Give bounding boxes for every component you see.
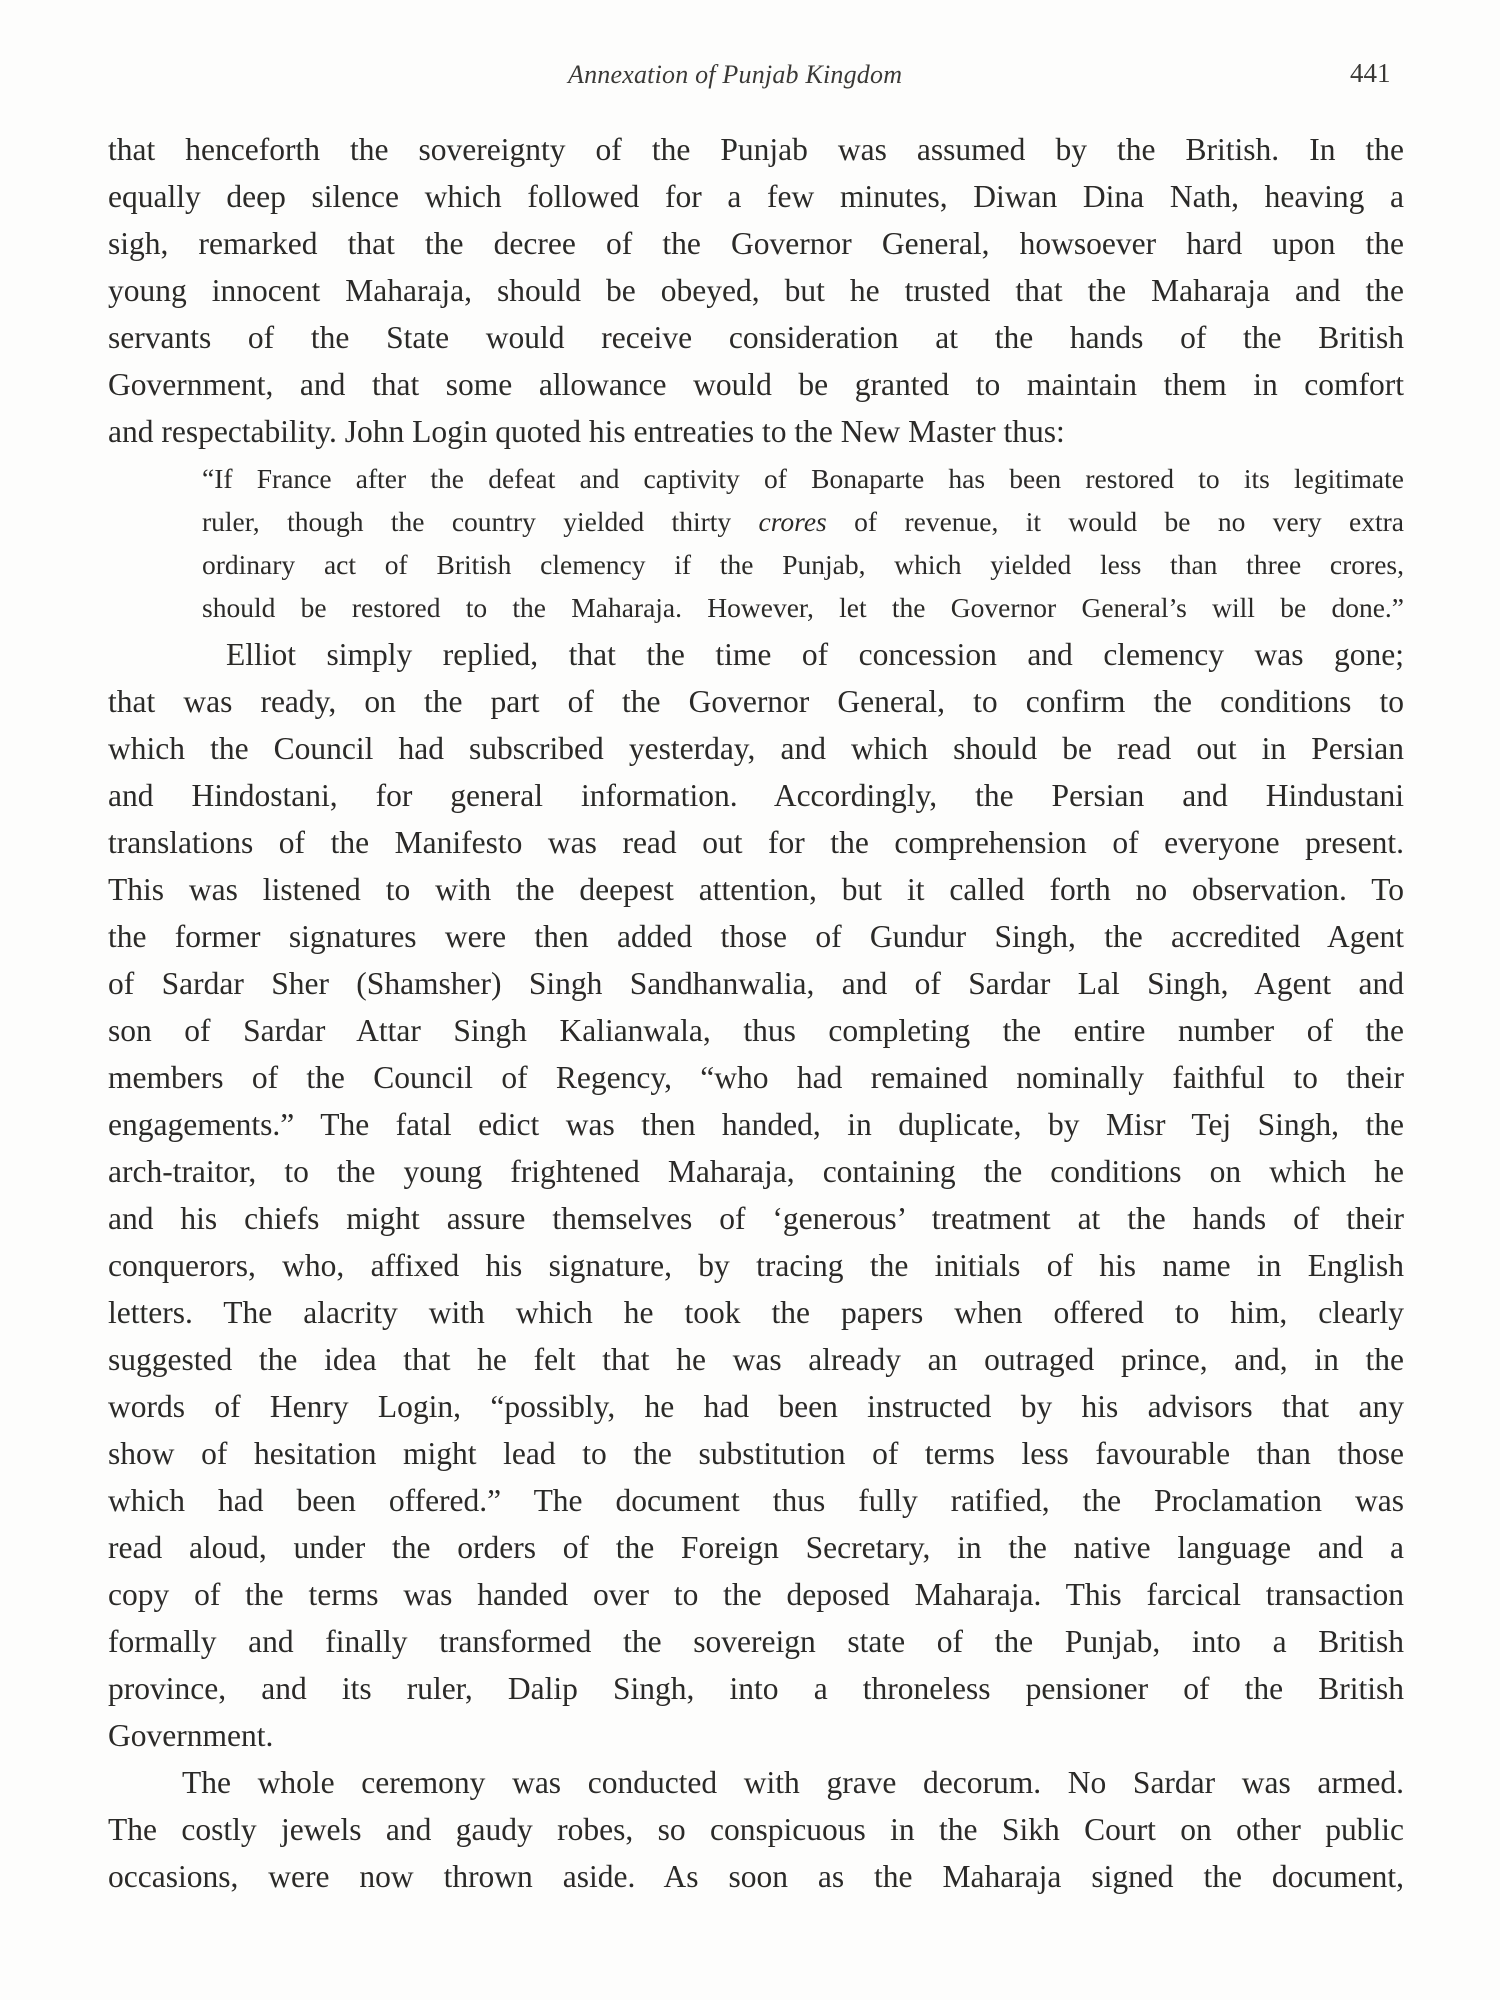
text-line: translations of the Manifesto was read out for the comprehension of everyone present. — [108, 825, 1404, 860]
text-line: and Hindostani, for general information. Accordingly, the Persian and Hindustani — [108, 778, 1404, 813]
text-line: and respectability. John Login quoted his entreaties to the New Master thus: — [108, 414, 1065, 449]
text-line: province, and its ruler, Dalip Singh, into a throneless pensioner of the British — [108, 1671, 1404, 1706]
text-line: that was ready, on the part of the Governor General, to confirm the conditions to — [108, 684, 1404, 719]
text-line: The costly jewels and gaudy robes, so conspicuous in the Sikh Court on other public — [108, 1812, 1404, 1847]
text-line: young innocent Maharaja, should be obeyed, but he trusted that the Maharaja and the — [108, 273, 1404, 308]
text-line: Government. — [108, 1718, 274, 1753]
quote-line: ordinary act of British clemency if the Punjab, which yielded less than three crores, — [202, 549, 1404, 580]
text-line: occasions, were now thrown aside. As soon as the Maharaja signed the document, — [108, 1859, 1404, 1894]
page-number: 441 — [1350, 58, 1391, 88]
body-text — [108, 126, 1404, 1900]
text-line: words of Henry Login, “possibly, he had been instructed by his advisors that any — [108, 1389, 1404, 1424]
block-quote — [202, 457, 1404, 629]
text-line: letters. The alacrity with which he took the papers when offered to him, clearly — [108, 1295, 1404, 1330]
text-line: of Sardar Sher (Shamsher) Singh Sandhanwalia, and of Sardar Lal Singh, Agent and — [108, 966, 1404, 1001]
text-line: suggested the idea that he felt that he was already an outraged prince, and, in the — [108, 1342, 1404, 1377]
text-line: arch-traitor, to the young frightened Maharaja, containing the conditions on which he — [108, 1154, 1404, 1189]
text-line: formally and finally transformed the sovereign state of the Punjab, into a British — [108, 1624, 1404, 1659]
running-header — [0, 52, 1500, 92]
text-line: engagements.” The fatal edict was then handed, in duplicate, by Misr Tej Singh, the — [108, 1107, 1404, 1142]
text-line: the former signatures were then added those of Gundur Singh, the accredited Agent — [108, 919, 1404, 954]
text-line: conquerors, who, affixed his signature, by tracing the initials of his name in English — [108, 1248, 1404, 1283]
quote-text: of revenue, it would be no very extra — [854, 506, 1404, 537]
running-title: Annexation of Punjab Kingdom — [568, 60, 903, 89]
text-line: that henceforth the sovereignty of the Punjab was assumed by the British. In the — [108, 132, 1404, 167]
text-line: members of the Council of Regency, “who had remained nominally faithful to their — [108, 1060, 1404, 1095]
quote-text: ruler, though the country yielded thirty — [202, 506, 732, 537]
quote-line: should be restored to the Maharaja. However, let the Governor General’s will be done.” — [202, 592, 1404, 623]
text-line: Elliot simply replied, that the time of concession and clemency was gone; — [226, 637, 1404, 672]
quote-line: “If France after the defeat and captivity of Bonaparte has been restored to its legitimate — [202, 463, 1404, 494]
text-line: show of hesitation might lead to the substitution of terms less favourable than those — [108, 1436, 1404, 1471]
text-line: and his chiefs might assure themselves of ‘generous’ treatment at the hands of their — [108, 1201, 1404, 1236]
text-line: sigh, remarked that the decree of the Governor General, howsoever hard upon the — [108, 226, 1404, 261]
text-line: read aloud, under the orders of the Foreign Secretary, in the native language and a — [108, 1530, 1404, 1565]
text-line: which had been offered.” The document thus fully ratified, the Proclamation was — [108, 1483, 1404, 1518]
text-line: This was listened to with the deepest attention, but it called forth no observation. To — [108, 872, 1404, 907]
text-line: Government, and that some allowance would be granted to maintain them in comfort — [108, 367, 1404, 402]
paragraph-2 — [108, 631, 1404, 1759]
text-line: which the Council had subscribed yesterday, and which should be read out in Persian — [108, 731, 1404, 766]
quote-italic-word: crores — [758, 506, 827, 537]
text-line: son of Sardar Attar Singh Kalianwala, thus completing the entire number of the — [108, 1013, 1404, 1048]
text-line: copy of the terms was handed over to the deposed Maharaja. This farcical transaction — [108, 1577, 1404, 1612]
text-line: servants of the State would receive consideration at the hands of the British — [108, 320, 1404, 355]
paragraph-3 — [108, 1759, 1404, 1900]
paragraph-1 — [108, 126, 1404, 455]
text-line: equally deep silence which followed for a few minutes, Diwan Dina Nath, heaving a — [108, 179, 1404, 214]
quote-line — [202, 500, 1404, 543]
text-line: The whole ceremony was conducted with grave decorum. No Sardar was armed. — [182, 1765, 1404, 1800]
